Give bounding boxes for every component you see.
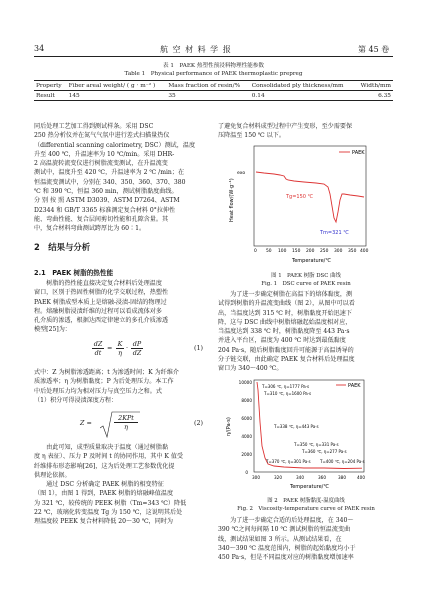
table1-header-cell: Width/mm bbox=[360, 82, 391, 89]
text-line: 能、弯曲性能、复合层间剪切性能和孔隙含量。其 bbox=[34, 215, 169, 223]
text-line: 度 η 表征）、压力 P 及时间 t 的协同作用，其中 K 值受 bbox=[34, 453, 184, 461]
text-line: 当温度达到 338 ℃ 时，树脂黏度降至 443 Pa·s bbox=[218, 328, 350, 336]
text-line: 式中：Z 为树脂渗透距离；t 为渗透时间；K 为纤维介 bbox=[34, 369, 180, 376]
eq2-num: 2KPt bbox=[118, 414, 134, 422]
y-tick: 8000 bbox=[241, 398, 252, 403]
x-tick: 350 bbox=[348, 249, 357, 254]
text-line: 测试中，温度升至 420 ℃，升温速率为 2 ℃ /min；在 bbox=[34, 169, 185, 177]
table1-title-en: Table 1 Physical performance of PAEK thermoplastic prepreg bbox=[124, 71, 303, 77]
eq2-number: (2) bbox=[194, 419, 204, 427]
x-tick: 300 bbox=[334, 249, 343, 254]
table1-cell: 35 bbox=[168, 92, 176, 99]
legend-label: PAEK bbox=[352, 150, 365, 156]
text-line: 250 热分析仪并在氮气气氛中进行差式扫描量热仪 bbox=[34, 132, 170, 140]
annotation: T=370 ℃, η=301 Pa·s bbox=[266, 459, 311, 464]
x-tick: 340 bbox=[296, 475, 304, 480]
page-number: 34 bbox=[34, 44, 45, 53]
left-paragraph-1 bbox=[34, 122, 209, 234]
tm-annotation: Tm=321 ℃ bbox=[320, 230, 349, 236]
text-line: 204 Pa·s，随后树脂黏度回升可能源于高温诱导的 bbox=[218, 346, 354, 354]
table1-cell: 6.35 bbox=[378, 92, 391, 99]
right-paragraph-2 bbox=[218, 290, 394, 374]
text-line: 为了进一步确定合适的后处理温度，在 340～ bbox=[218, 517, 354, 524]
volume-label: 第 45 卷 bbox=[358, 45, 390, 54]
eq1-eta: η bbox=[116, 348, 124, 357]
text-line: 程。熔融树脂浸渍纤维的过程可以看成流体对多 bbox=[34, 307, 162, 315]
table1-header-cell: Mass fraction of resin/% bbox=[168, 82, 241, 89]
left-paragraph-4 bbox=[34, 443, 209, 527]
x-tick: 400 bbox=[357, 475, 365, 480]
annotation: T=310 ℃, η=1600 Pa·s bbox=[264, 391, 312, 396]
annotation: T=360 ℃, η=277 Pa·s bbox=[302, 449, 347, 454]
text-line: 线，测试结果如图 3 所示。从测试结果看，在 bbox=[218, 535, 342, 543]
fig1-caption-cn: 图 1 PAEK 树脂 DSC 曲线 bbox=[271, 273, 341, 279]
text-line: 并进入平台区，温度为 400 ℃ 时达到最低黏度 bbox=[218, 337, 346, 345]
x-axis-label: Temperature/℃ bbox=[290, 484, 329, 490]
eq1-dp: dP bbox=[132, 340, 142, 348]
text-line: 为了进一步确定树脂在高温下的熔体黏度，测 bbox=[218, 291, 353, 298]
text-line: PAEK 树脂成型本质上是熔融-浸渍-固结的物理过 bbox=[34, 298, 167, 306]
x-axis-label: Temperature/℃ bbox=[292, 258, 331, 264]
text-line: 孔介质的渗透，根据达西定律建立的多孔介质渗透 bbox=[34, 317, 169, 325]
figure-1-dsc-plot bbox=[224, 142, 374, 270]
text-line: 模型[25]为： bbox=[34, 326, 71, 334]
eq2-den: η bbox=[114, 422, 138, 431]
section-heading-2: 2 结果与分析 bbox=[34, 242, 91, 252]
table1-cell: 145 bbox=[68, 92, 80, 99]
annotation: T=350 ℃, η=331 Pa·s bbox=[294, 442, 339, 447]
text-line: 纤维排布形态影响[26]，这为后处理工艺参数优化提 bbox=[34, 462, 175, 470]
right-paragraph-3 bbox=[218, 516, 394, 562]
x-tick: 380 bbox=[338, 475, 346, 480]
table1-cell: Result bbox=[36, 92, 55, 99]
text-line: 同后处理工艺加工得到测试样条。采用 DSC bbox=[34, 123, 154, 130]
y-tick: 10000 bbox=[238, 380, 252, 385]
text-line: 中后处理压力均为相对压力与真空压力之和。式 bbox=[34, 387, 162, 395]
table1-header-cell: Fiber areal weight/ ( g · m⁻² ) bbox=[68, 82, 156, 89]
text-line: 390 ℃之间每间隔 10 ℃ 测试树脂的恒温流变曲 bbox=[218, 526, 351, 534]
text-line: （图 1），由图 1 得到，PAEK 树脂的熔融峰值温度 bbox=[34, 490, 174, 498]
text-line: D2344 和 GB/T 3365 标准测定复合材料 0°拉伸性 bbox=[34, 206, 176, 214]
exo-label: exo bbox=[237, 171, 246, 176]
eq1-dz: dZ bbox=[132, 349, 142, 357]
fig1-caption-en: Fig. 1 DSC curve of PAEK resin bbox=[261, 281, 351, 287]
x-tick: 200 bbox=[306, 249, 315, 254]
x-tick: 100 bbox=[278, 249, 287, 254]
text-line: 分 别 按 照 ASTM D3039、ASTM D7264、ASTM bbox=[34, 197, 180, 205]
x-tick: 360 bbox=[318, 475, 326, 480]
legend-label: PAEK bbox=[348, 383, 361, 389]
table1-title-cn: 表 1 PAEK 热塑性预浸料物理性能参数 bbox=[163, 63, 264, 69]
text-line: 恒温流变测试中，分别在 340、350、360、370、380 bbox=[34, 178, 186, 186]
text-line: （1）积分可得浸渍深度方程： bbox=[34, 396, 118, 404]
text-line: 压降温至 150 ℃ 以下。 bbox=[218, 132, 285, 140]
annotation: T=306 ℃, η=1777 Pa·s bbox=[262, 384, 310, 389]
header-rule bbox=[34, 56, 393, 57]
x-tick: 400 bbox=[360, 249, 369, 254]
text-line: 中，复合材料弯曲测试跨厚比为 60∶1。 bbox=[34, 225, 146, 233]
y-tick: 2000 bbox=[241, 452, 252, 457]
eq1-k: K bbox=[117, 340, 123, 348]
left-paragraph-2 bbox=[34, 279, 209, 335]
text-line: 分子链交联，由此确定 PAEK 复合材料后处理温度 bbox=[218, 356, 355, 364]
text-line: 试得到树脂的升温流变曲线（图 2），从图中可以看 bbox=[218, 300, 355, 308]
text-line: 供理论依据。 bbox=[34, 471, 71, 479]
y-axis-label: η/(Pa·s) bbox=[226, 417, 232, 436]
text-line: 理温度较 PEEK 复合材料降低 20～30 ℃，同时为 bbox=[34, 518, 174, 526]
y-tick: 4000 bbox=[241, 434, 252, 439]
x-tick: 50 bbox=[266, 249, 272, 254]
fig2-caption-en: Fig. 2 Viscosity-temperature curve of PAEK resin bbox=[237, 506, 375, 512]
right-paragraph-1 bbox=[218, 122, 394, 141]
y-tick: 6000 bbox=[241, 416, 252, 421]
text-line: 由此可知，成型质量取决于温度（通过树脂黏 bbox=[34, 444, 169, 451]
text-line: 树脂的热性能直接决定复合材料后处理温度 bbox=[34, 280, 162, 287]
x-tick: 320 bbox=[274, 475, 282, 480]
annotation: T=400 ℃, η=204 Pa·s bbox=[320, 459, 365, 464]
y-axis-label: Heat flow/(W·g⁻¹) bbox=[229, 178, 235, 222]
y-tick: 0 bbox=[245, 470, 248, 475]
text-line: 为 321 ℃，较传统的 PEEK 树脂（Tm=343 ℃）降低 bbox=[34, 499, 187, 507]
x-tick: 150 bbox=[292, 249, 301, 254]
x-tick: 300 bbox=[252, 475, 260, 480]
section-heading-2-1: 2.1 PAEK 树脂的热性能 bbox=[34, 269, 114, 277]
equation-1: $\frac{dZ}{dt}$ = K η · dP dZ (1) bbox=[93, 340, 204, 357]
text-line: 22 ℃，玻璃化转变温度 Tg 为 150 ℃，这说明其后处 bbox=[34, 509, 183, 517]
table1-cell: 0.14 bbox=[251, 92, 265, 99]
eq1-number: (1) bbox=[194, 344, 204, 352]
fig2-caption-cn: 图 2 PAEK 树脂黏度-温度曲线 bbox=[267, 498, 345, 504]
text-line: 窗口为 340～400 ℃。 bbox=[218, 365, 283, 373]
text-line: 窗口，区别于热固性树脂的化学交联过程，热塑性 bbox=[34, 289, 169, 297]
left-paragraph-3 bbox=[34, 368, 209, 405]
text-line: 340～390 ℃ 温度范围内，树脂的起始黏度均小于 bbox=[218, 544, 356, 552]
equation-2 bbox=[80, 410, 209, 440]
eq1-lhs-den: dt bbox=[92, 348, 104, 357]
text-line: ℃ 和 390 ℃，恒温 360 min，测试树脂黏度曲线。 bbox=[34, 188, 178, 196]
annotation: T=338 ℃, η=443 Pa·s bbox=[274, 424, 319, 429]
x-tick: 250 bbox=[320, 249, 329, 254]
text-line: 降，这与 DSC 曲线中树脂熔融起始温度相对应， bbox=[218, 318, 352, 326]
eq1-lhs-num: dZ bbox=[93, 340, 103, 348]
tg-annotation: Tg=150 ℃ bbox=[286, 194, 314, 200]
x-tick: 0 bbox=[254, 249, 257, 254]
text-line: 通过 DSC 分析确定 PAEK 树脂的相变特征 bbox=[34, 481, 164, 489]
text-line: 了避免复合材料成型过程中产生变形，至少需要保 bbox=[218, 123, 353, 130]
table-row bbox=[34, 91, 393, 101]
table1 bbox=[34, 80, 393, 101]
journal-title: 航 空 材 料 学 报 bbox=[160, 45, 232, 54]
eq2-lhs: Z = bbox=[80, 419, 92, 427]
text-line: 出，当温度达到 315 ℃ 时，树脂黏度开始迅速下 bbox=[218, 309, 352, 317]
figure-2-viscosity-plot bbox=[224, 376, 374, 494]
text-line: （differential scanning calorimetry, DSC）测试，温度 bbox=[34, 141, 196, 149]
text-line: 450 Pa·s，但是不同温度对应的树脂黏度增加速率 bbox=[218, 554, 354, 562]
text-line: 质渗透率；η 为树脂黏度；P 为后处理压力。本工作 bbox=[34, 378, 174, 386]
text-line: 2 高温旋转流变仪进行树脂流变测试，在升温流变 bbox=[34, 160, 168, 168]
text-line: 升至 400 ℃，升温速率为 10 ℃/min。采用 DHR- bbox=[34, 150, 175, 158]
table1-header-cell: Property bbox=[36, 82, 62, 89]
table1-header-cell: Consolidated ply thickness/mm bbox=[251, 82, 344, 89]
